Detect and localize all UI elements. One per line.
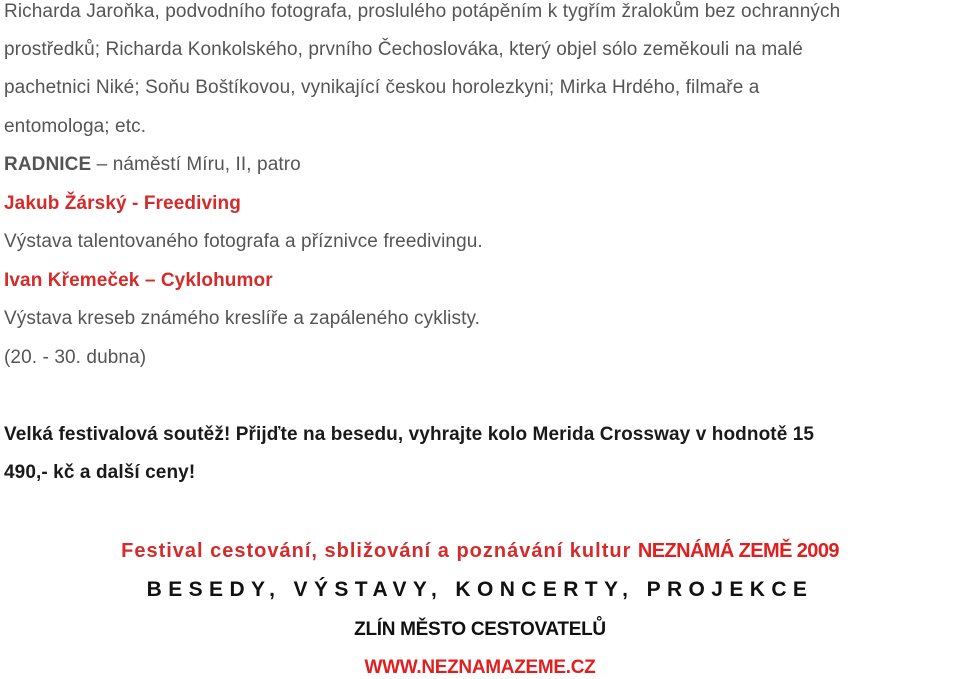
intro-line-3: pachetnici Niké; Soňu Boštíkovou, vynikající českou horolezkyni; Mirka Hrdého, filmaře a [4, 77, 760, 98]
contest-line-1: Velká festivalová soutěž! Přijďte na besedu, vyhrajte kolo Merida Crossway v hodnotě 15 [4, 424, 815, 445]
intro-line-4: entomologa; etc. [4, 116, 147, 137]
exhibition-description-2: Výstava kreseb známého kreslíře a zapáleného cyklisty. [4, 308, 481, 329]
contest-line-2: 490,- kč a další ceny! [4, 462, 196, 483]
venue-line [4, 154, 301, 176]
festival-banner [0, 540, 960, 563]
venue-address: – náměstí Míru, II, patro [91, 154, 301, 175]
website-link[interactable]: WWW.NEZNAMAZEME.CZ [364, 657, 596, 678]
exhibition-title-2: Ivan Křemeček – Cyklohumor [4, 270, 273, 291]
intro-line-1: Richarda Jaroňka, podvodního fotografa, proslulého potápěním k tygřím žralokům bez ochranných [4, 1, 841, 22]
venue-name: RADNICE [4, 154, 92, 175]
exhibition-dates: (20. - 30. dubna) [4, 347, 147, 368]
festival-brand: NEZNÁMÁ ZEMĚ 2009 [637, 540, 839, 562]
festival-activities: BESEDY, VÝSTAVY, KONCERTY, PROJEKCE [146, 578, 814, 601]
exhibition-title-1: Jakub Žárský - Freediving [4, 193, 241, 214]
festival-title: Festival cestování, sbližování a poznávání kultur [121, 540, 638, 562]
exhibition-description-1: Výstava talentovaného fotografa a příznivce freedivingu. [4, 231, 483, 252]
intro-line-2: prostředků; Richarda Konkolského, prvního Čechoslováka, který objel sólo zeměkouli na malé [4, 39, 803, 60]
city-slogan: ZLÍN MĚSTO CESTOVATELŮ [354, 619, 606, 640]
